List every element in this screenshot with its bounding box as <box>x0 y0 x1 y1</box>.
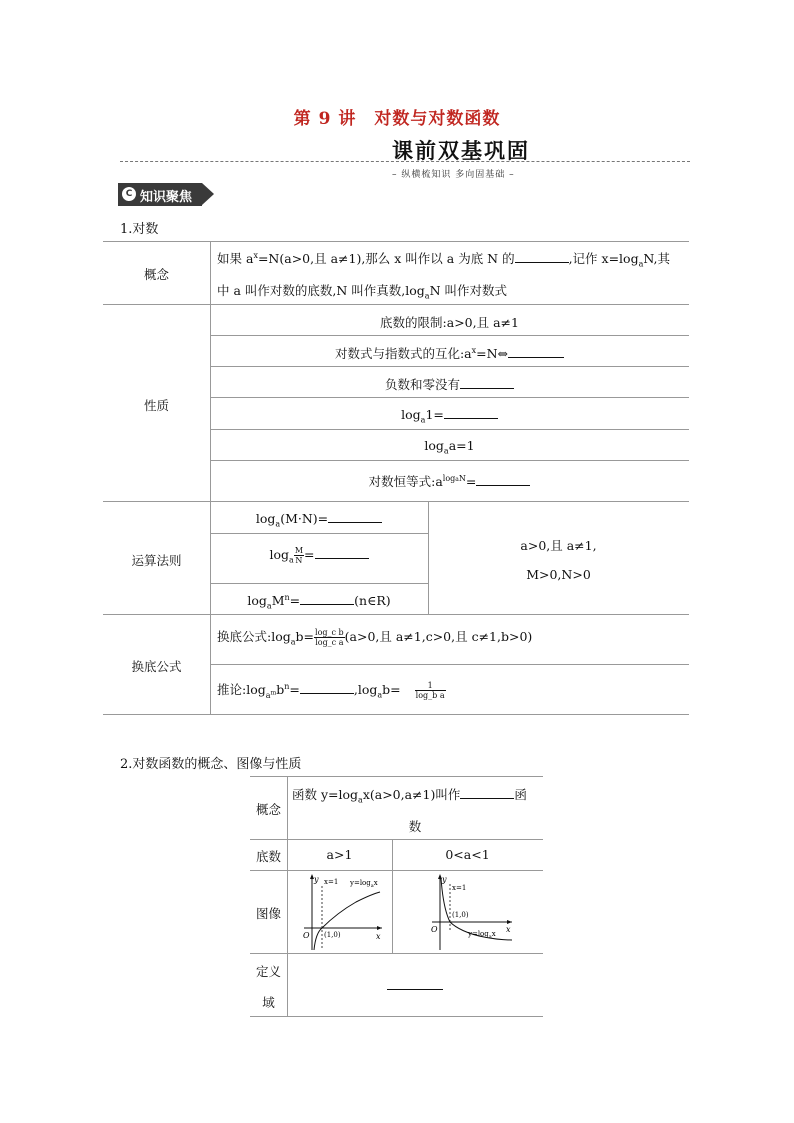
logaa-row: $\log_aa=1$ <box>424 438 475 456</box>
badge-icon: C <box>122 187 136 201</box>
lesson-title <box>0 104 794 129</box>
x-label: x <box>506 925 511 934</box>
point-label: (1,0) <box>324 931 341 939</box>
base-limit: 底数的限制:a>0,且 a≠1 <box>380 315 519 330</box>
p2-concept-line-1: 函数 $y=\log_ax(a>0,a\ne 1)$叫作 函 <box>292 787 527 805</box>
rule-power: $\log_aM^n=$ (n∈R) <box>247 592 391 611</box>
x-label: x <box>376 932 381 941</box>
properties-label: 性质 <box>143 398 169 413</box>
lesson-topic: 对数与对数函数 <box>374 109 501 129</box>
graph-decreasing <box>428 872 520 952</box>
answer-blank[interactable] <box>460 786 514 799</box>
x1-label: x=1 <box>452 884 467 892</box>
case-a-lt-1: 0<a<1 <box>445 847 490 862</box>
x1-label: x=1 <box>324 878 339 886</box>
rule-condition-1: a>0,且 a≠1, <box>520 538 597 553</box>
identity-row: 对数恒等式$:a^{logaN}=$ <box>210 472 689 490</box>
point-label: (1,0) <box>452 911 469 919</box>
y-label: y <box>442 875 447 884</box>
rule-quotient: $\log_a$ $\frac{M}{N}$ = <box>210 546 428 565</box>
change-base-formula: 换底公式$:\log_ab=$ $\frac{\text{log\_c b}}{\text{log\_c a}}$ (a>0,且 a≠1,c>0,且 c≠1,b>0) <box>217 628 533 647</box>
answer-blank[interactable] <box>476 473 530 486</box>
neg-zero-row: 负数和零没有 <box>210 375 689 393</box>
part2-heading: 2.对数函数的概念、图像与性质 <box>120 757 302 772</box>
log-curve <box>314 892 380 950</box>
answer-blank[interactable] <box>444 406 498 419</box>
answer-blank[interactable] <box>300 681 354 694</box>
part1-heading: 1.对数 <box>120 222 159 237</box>
rule-condition-2: M>0,N>0 <box>526 567 591 582</box>
function-label: $y=\log_ax$ <box>468 930 496 940</box>
y-label: y <box>314 875 319 884</box>
function-label: $y=\log_ax$ <box>350 879 378 889</box>
p2-graph-label: 图像 <box>255 906 281 921</box>
answer-blank[interactable] <box>300 592 354 605</box>
interchange-row: 对数式与指数式的互化$:a^x=N\Leftrightarrow$ <box>210 344 689 362</box>
log1-row: $\log_a1=$ <box>210 406 689 425</box>
origin-label: O <box>303 931 310 940</box>
answer-blank[interactable] <box>460 376 514 389</box>
rule-product: $\log_a(M\cdot N)=$ <box>210 510 428 529</box>
domain-answer-blank[interactable] <box>387 977 443 993</box>
p2-concept-label: 概念 <box>255 802 281 817</box>
dashed-divider <box>120 161 690 162</box>
graph-increasing <box>296 872 388 952</box>
p2-concept-line-2: 数 <box>408 819 422 834</box>
answer-blank[interactable] <box>508 345 564 358</box>
concept-line-2: 中 a 叫作对数的底数,N 叫作真数$,\log_aN$ 叫作对数式 <box>217 283 507 301</box>
p2-domain-label-2: 域 <box>262 995 275 1010</box>
case-a-gt-1: a>1 <box>326 847 353 862</box>
x-axis-arrow <box>507 920 512 924</box>
section-title: 课前双基巩固 <box>392 138 530 163</box>
p2-domain-label-1: 定义 <box>255 964 281 979</box>
answer-blank[interactable] <box>315 546 369 559</box>
section-tagline: – 纵横梳知识 多向固基础 – <box>392 170 515 180</box>
answer-blank[interactable] <box>515 250 569 263</box>
lesson-number: 第 9 讲 <box>293 109 357 129</box>
change-base-label: 换底公式 <box>131 659 182 674</box>
origin-label: O <box>431 925 438 934</box>
p2-base-label: 底数 <box>255 849 281 864</box>
rules-label: 运算法则 <box>131 553 182 568</box>
x-axis-arrow <box>377 926 382 930</box>
answer-blank[interactable] <box>328 510 382 523</box>
concept-label: 概念 <box>143 267 169 282</box>
knowledge-badge <box>118 183 214 206</box>
badge-label: 知识聚焦 <box>140 190 193 205</box>
concept-line-1: 如果 $a^x=N(a>0$,且 a≠1),那么 x 叫作以 a 为底 N 的 ,记作 $x=\log_aN$,其 <box>217 250 670 269</box>
change-base-corollary: 推论$:\log_{a^m}b^n= ,\log_ab=$ $\frac{1}{\text{log\_b a}}$ <box>217 681 445 700</box>
